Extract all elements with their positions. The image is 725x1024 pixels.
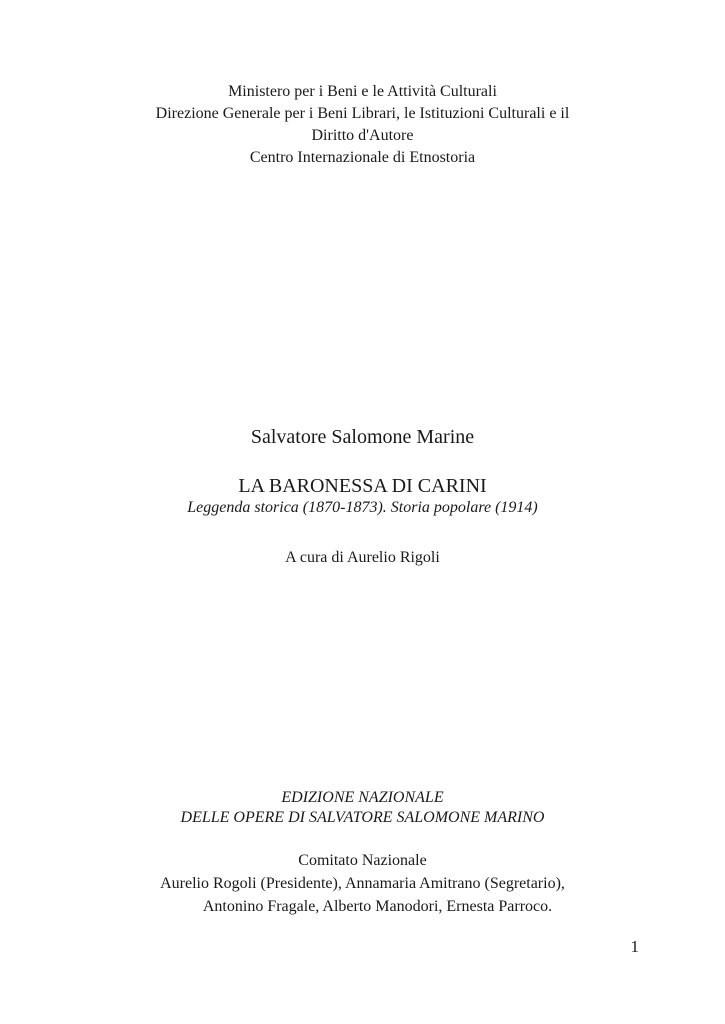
edition-subtitle: DELLE OPERE DI SALVATORE SALOMONE MARINO (180, 809, 545, 826)
edition-title: EDIZIONE NAZIONALE (281, 789, 444, 806)
committee-members-line-1: Aurelio Rogoli (Presidente), Annamaria Amitrano (Segretario), (160, 875, 565, 892)
ministry-line: Ministero per i Beni e le Attività Culturali (228, 83, 497, 100)
page-number: 1 (630, 937, 639, 956)
committee-members-line-2: Antonino Fragale, Alberto Manodori, Ernesta Parroco. (202, 898, 553, 915)
center-line: Centro Internazionale di Etnostoria (249, 149, 476, 166)
book-subtitle: Leggenda storica (1870-1873). Storia popolare (1914) (187, 499, 538, 516)
directorate-line: Direzione Generale per i Beni Librari, le Istituzioni Culturali e il (155, 105, 570, 122)
author-name: Salvatore Salomone Marine (250, 426, 475, 448)
book-title: LA BARONESSA DI CARINI (238, 475, 487, 497)
editor-credit: A cura di Aurelio Rigoli (285, 549, 440, 566)
committee-heading: Comitato Nazionale (298, 852, 427, 869)
directorate-line-continued: Diritto d'Autore (311, 127, 414, 144)
